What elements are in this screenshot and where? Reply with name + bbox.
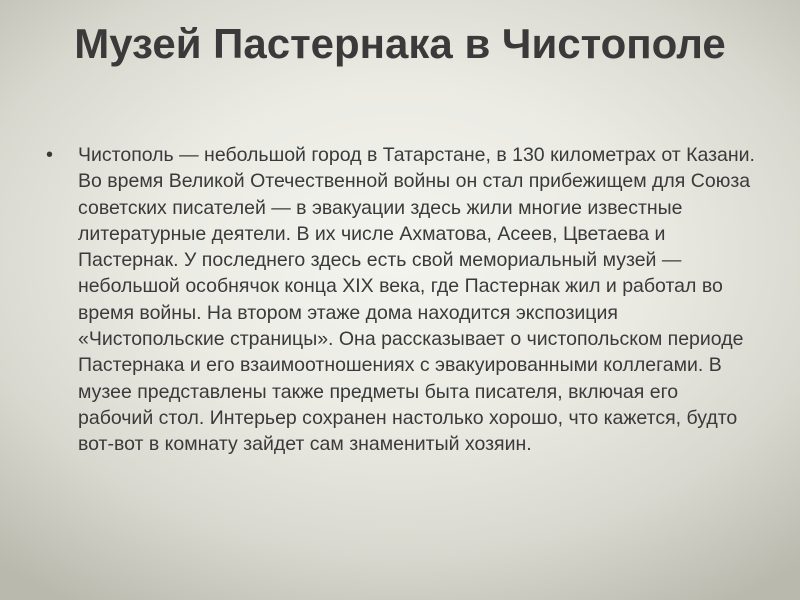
bullet-item (46, 142, 758, 458)
bullet-text: Чистополь — небольшой город в Татарстане, в 130 километрах от Казани. Во время Великой Отечественной войны он стал прибежищем для Союза советских писателей — в эвакуации здесь жили многие известные литературные деятели. В их числе Ахматова, Асеев, Цветаева и Пастернак. У последнего здесь есть свой мемориальный музей — небольшой особнячок конца XIX века, где Пастернак жил и работал во время войны. На втором этаже дома находится экспозиция «Чистопольские страницы». Она рассказывает о чистопольском периоде Пастернака и его взаимоотношениях с эвакуированными коллегами. В музее представлены также предметы быта писателя, включая его рабочий стол. Интерьер сохранен настолько хорошо, что кажется, будто вот-вот в комнату зайдет сам знаменитый хозяин. (78, 144, 755, 456)
bullet-icon: • (46, 144, 54, 166)
slide-title: Музей Пастернака в Чистополе (74, 20, 726, 67)
bullet-list (46, 142, 758, 458)
